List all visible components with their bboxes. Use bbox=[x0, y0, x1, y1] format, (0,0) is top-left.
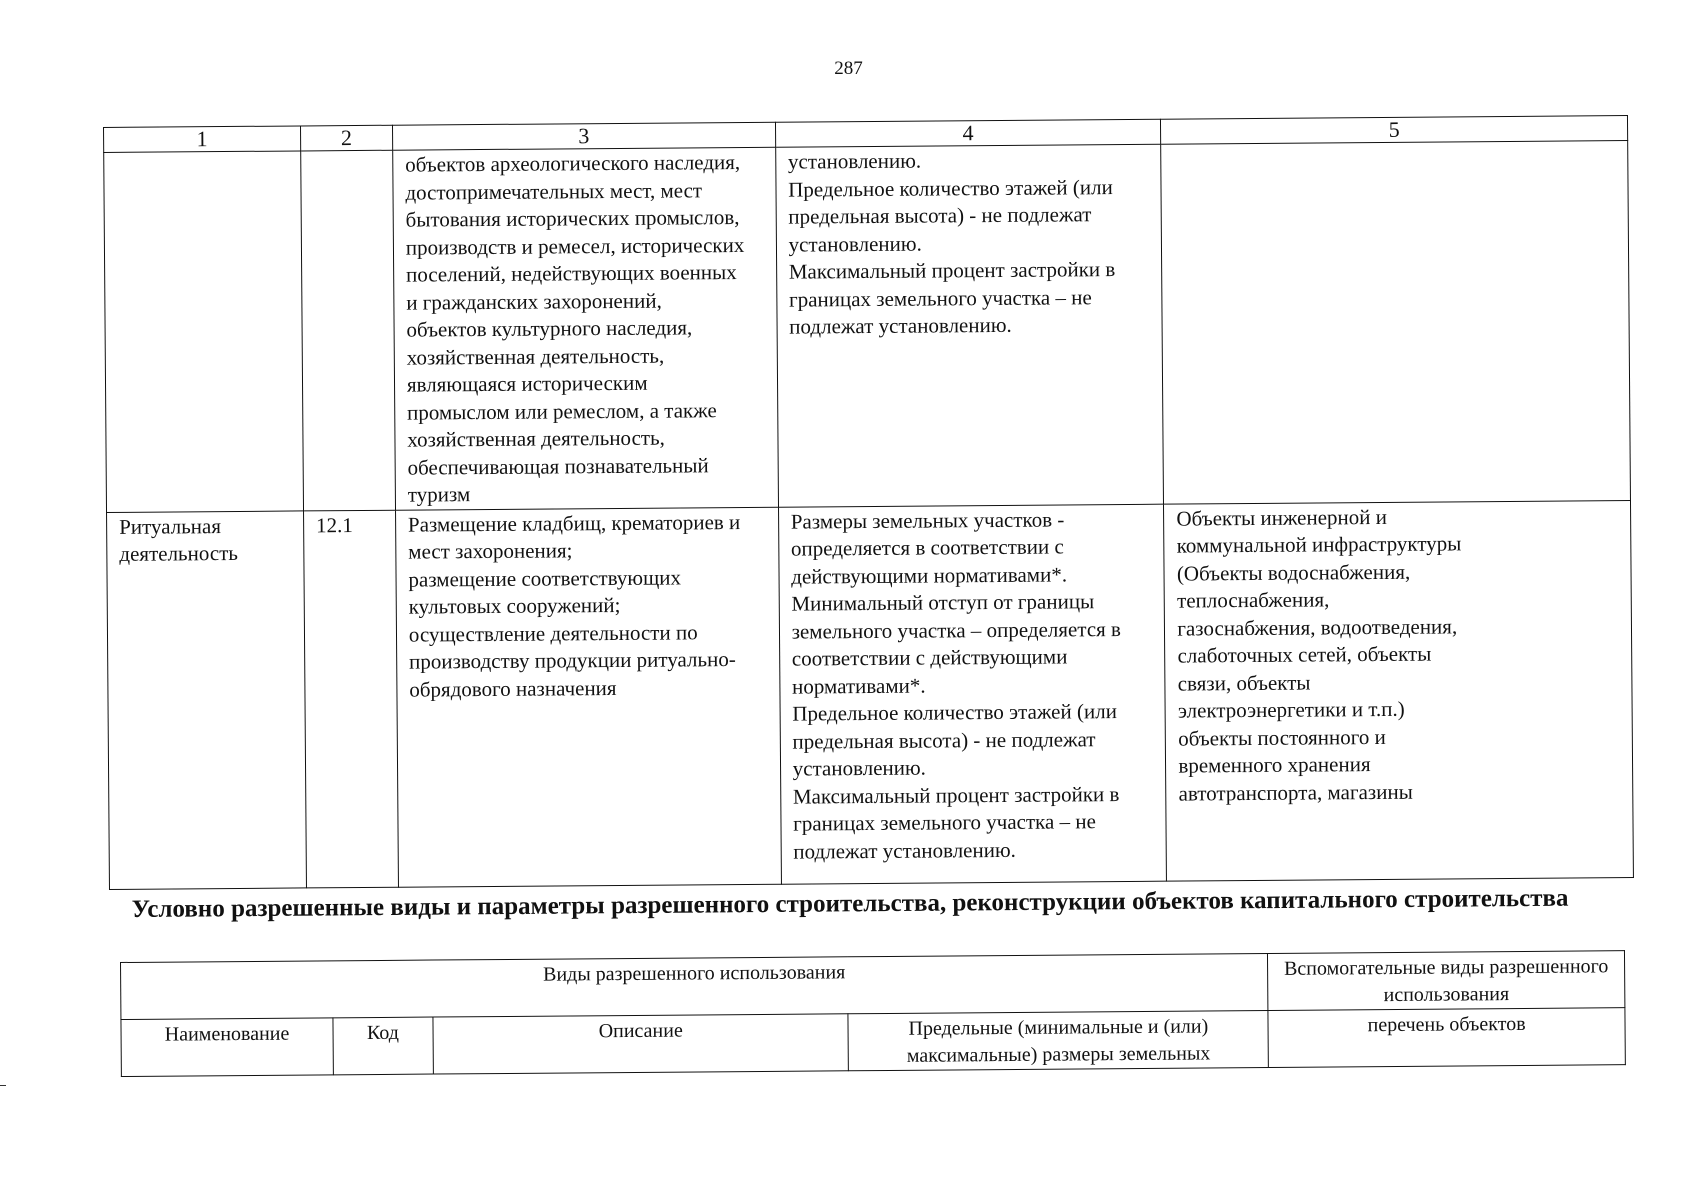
permitted-uses-table bbox=[103, 115, 1634, 889]
column-number: 5 bbox=[1161, 116, 1628, 145]
column-number: 2 bbox=[300, 125, 392, 151]
use-name-cell bbox=[104, 151, 304, 512]
margin-mark bbox=[0, 1085, 6, 1086]
page-number: 287 bbox=[834, 58, 863, 79]
conditional-uses-table bbox=[120, 950, 1626, 1077]
use-description-cell: объектов археологического наследия, достопримечательных мест, мест бытования исторических промыслов, производств и ремесел, исторических поселений, недействующих военных и гражданских захоронений, объектов культурного наследия, хозяйственная деятельность, являющаяся историческим промыслом или ремеслом, а также хозяйственная деятельность, обеспечивающая познавательный туризм bbox=[393, 147, 779, 509]
use-code-cell bbox=[301, 150, 396, 510]
parameters-header: Предельные (минимальные и (или) максимальные) размеры земельных bbox=[848, 1010, 1268, 1070]
section-heading: Условно разрешенные виды и параметры разрешенного строительства, реконструкции объектов капитального строительства bbox=[131, 884, 1569, 923]
code-header: Код bbox=[333, 1017, 433, 1075]
use-name-cell: Ритуальная деятельность bbox=[107, 510, 307, 889]
auxiliary-uses-cell: Объекты инженерной и коммунальной инфраструктуры (Объекты водоснабжения, теплоснабжения, газоснабжения, водоотведения, слаботочных сетей, объекты связи, объекты электроэнергетики и т.п.) объекты постоянного и временного хранения автотранспорта, магазины bbox=[1164, 500, 1634, 881]
use-description-cell: Размещение кладбищ, крематориев и мест захоронения; размещение соответствующих культовых сооружений; осуществление деятельности по производству продукции ритуально- обрядового назначения bbox=[395, 507, 781, 887]
use-code-cell: 12.1 bbox=[303, 510, 398, 888]
auxiliary-uses-header: Вспомогательные виды разрешенного использования bbox=[1268, 951, 1625, 1011]
column-number: 3 bbox=[392, 122, 775, 150]
auxiliary-uses-cell bbox=[1161, 141, 1630, 504]
objects-list-header: перечень объектов bbox=[1268, 1008, 1625, 1068]
column-header-row bbox=[121, 1008, 1625, 1077]
use-parameters-cell: установлению. Предельное количество этажей (или предельная высота) - не подлежат установлению. Максимальный процент застройки в границах земельного участка – не подлежат установлению. bbox=[775, 144, 1163, 507]
column-number: 1 bbox=[104, 126, 301, 153]
use-parameters-cell: Размеры земельных участков - определяется в соответствии с действующими нормативами*. Минимальный отступ от границы земельного участка – определяется в соответствии с действующими нормативами*. Предельное количество этажей (или предельная высота) - не подлежат установлению. Максимальный процент застройки в границах земельного участка – не подлежат установлению. bbox=[778, 504, 1167, 884]
column-number: 4 bbox=[775, 119, 1161, 147]
table-row bbox=[104, 141, 1631, 512]
description-header: Описание bbox=[433, 1014, 849, 1074]
name-header: Наименование bbox=[121, 1018, 333, 1077]
table-row bbox=[107, 500, 1634, 889]
permitted-uses-group-header: Виды разрешенного использования bbox=[121, 953, 1269, 1019]
